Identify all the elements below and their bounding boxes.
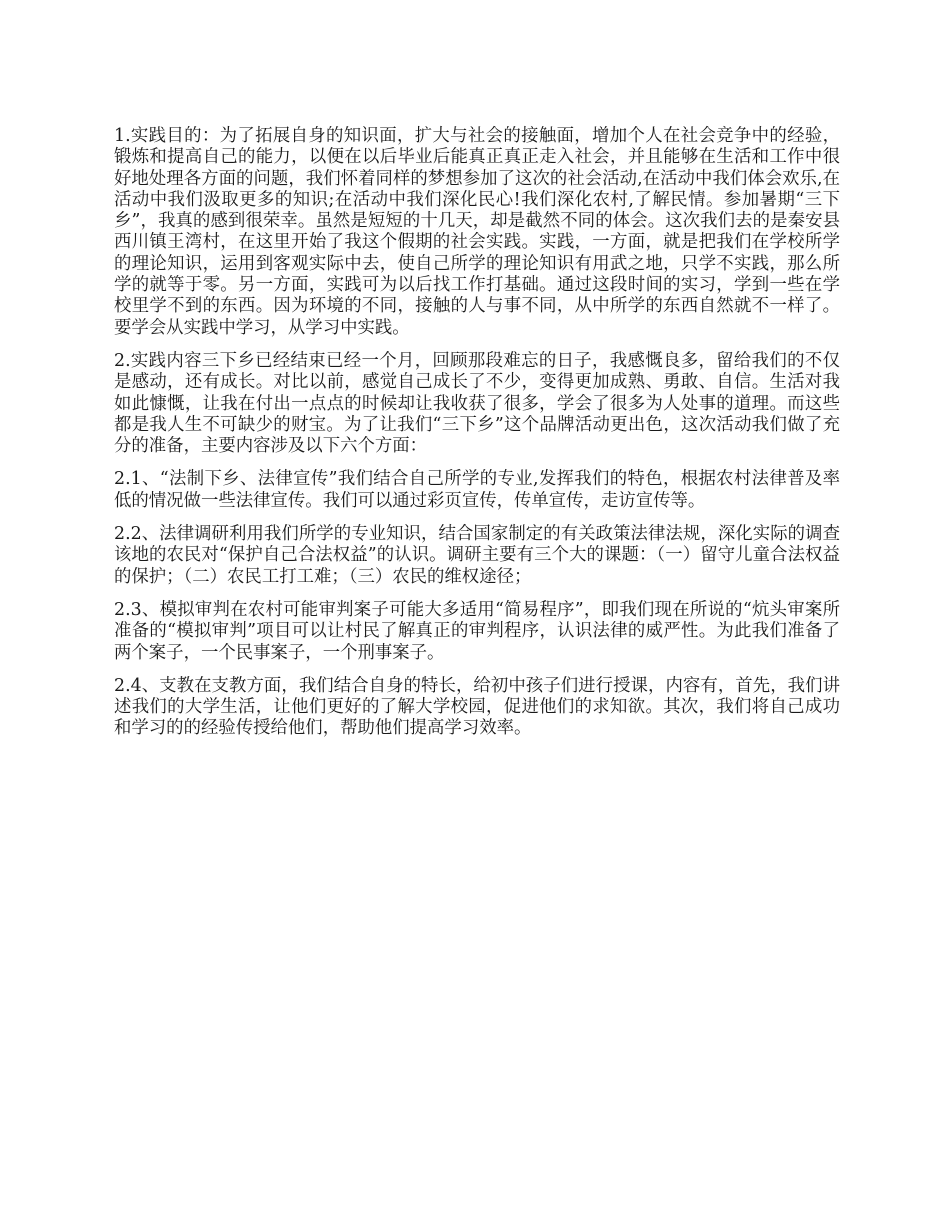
- document-body: [114, 126, 840, 752]
- paragraph-legal-research: 2.2、法律调研利用我们所学的专业知识，结合国家制定的有关政策法律法规，深化实际的调查该地的农民对“保护自己合法权益”的认识。调研主要有三个大的课题：（一）留守儿童合法权益的保护；（二）农民工打工难；（三）农民的维权途径；: [114, 524, 840, 587]
- paragraph-mock-trial: 2.3、模拟审判在农村可能审判案子可能大多适用“简易程序”，即我们现在所说的“炕头审案所准备的“模拟审判”项目可以让村民了解真正的审判程序，认识法律的威严性。为此我们准备了两个案子，一个民事案子，一个刑事案子。: [114, 599, 840, 663]
- paragraph-legal-publicity: 2.1、“法制下乡、法律宣传”我们结合自己所学的专业,发挥我们的特色，根据农村法律普及率低的情况做一些法律宣传。我们可以通过彩页宣传，传单宣传，走访宣传等。: [114, 469, 840, 511]
- paragraph-teaching-support: 2.4、支教在支教方面，我们结合自身的特长，给初中孩子们进行授课，内容有，首先，我们讲述我们的大学生活，让他们更好的了解大学校园，促进他们的求知欲。其次，我们将自己成功和学习的的经验传授给他们，帮助他们提高学习效率。: [114, 675, 840, 739]
- paragraph-practice-purpose: 1.实践目的：为了拓展自身的知识面，扩大与社会的接触面，增加个人在社会竞争中的经验，锻炼和提高自己的能力，以便在以后毕业后能真正真正走入社会，并且能够在生活和工作中很好地处理各方面的问题，我们怀着同样的梦想参加了这次的社会活动,在活动中我们体会欢乐,在活动中我们汲取更多的知识;在活动中我们深化民心!我们深化农村,了解民情。参加暑期“三下乡”，我真的感到很荣幸。虽然是短短的十几天，却是截然不同的体会。这次我们去的是秦安县西川镇王湾村，在这里开始了我这个假期的社会实践。实践，一方面，就是把我们在学校所学的理论知识，运用到客观实际中去，使自己所学的理论知识有用武之地，只学不实践，那么所学的就等于零。另一方面，实践可为以后找工作打基础。通过这段时间的实习，学到一些在学校里学不到的东西。因为环境的不同，接触的人与事不同，从中所学的东西自然就不一样了。要学会从实践中学习，从学习中实践。: [114, 126, 840, 338]
- paragraph-practice-content: 2.实践内容三下乡已经结束已经一个月，回顾那段难忘的日子，我感慨良多，留给我们的不仅是感动，还有成长。对比以前，感觉自己成长了不少，变得更加成熟、勇敢、自信。生活对我如此慷慨，让我在付出一点点的时候却让我收获了很多，学会了很多为人处事的道理。而这些都是我人生不可缺少的财宝。为了让我们“三下乡”这个品牌活动更出色，这次活动我们做了充分的准备，主要内容涉及以下六个方面：: [114, 350, 840, 457]
